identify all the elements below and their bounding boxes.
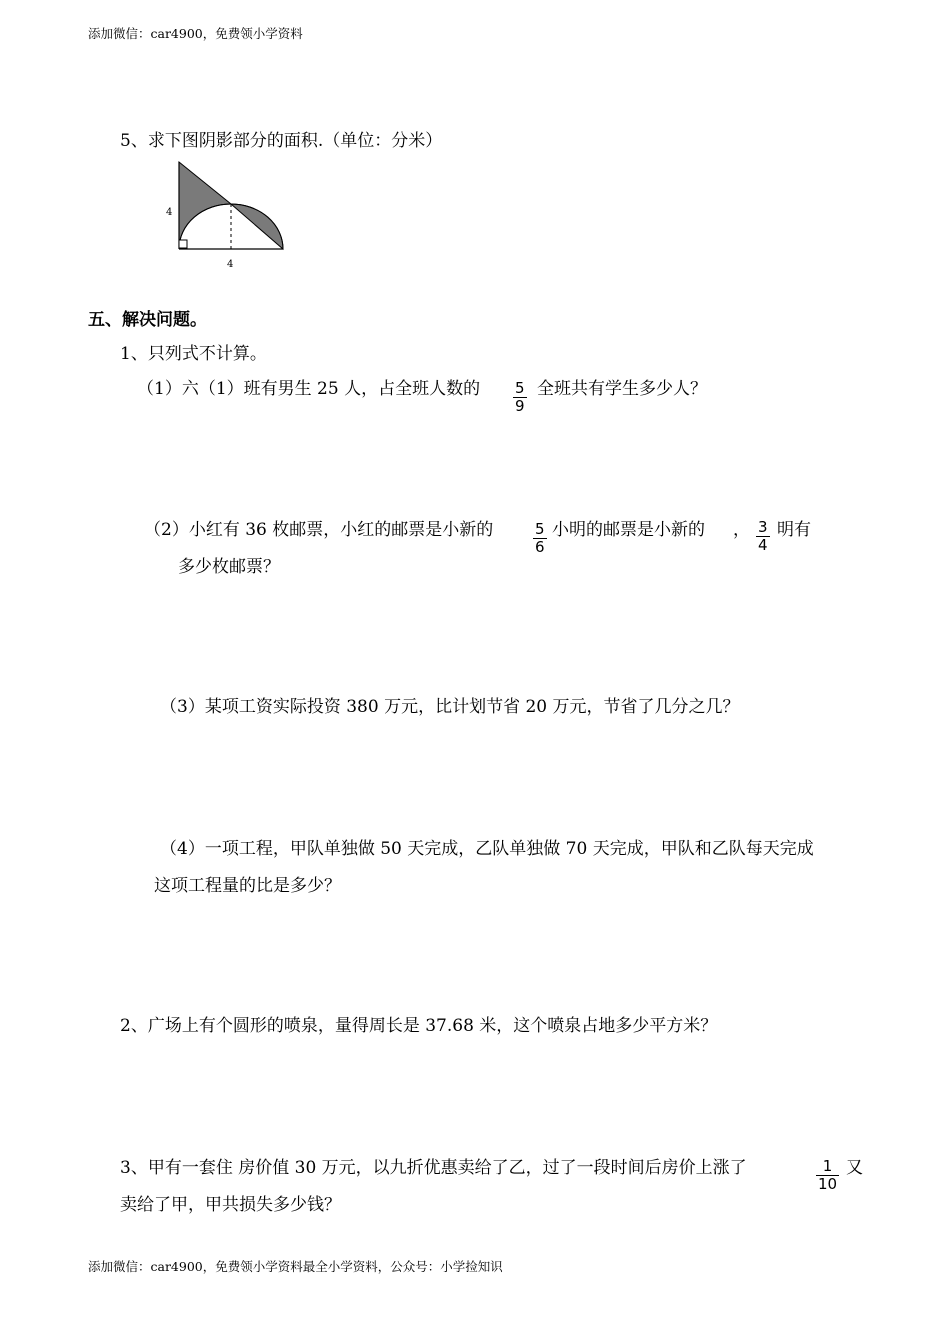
section-title: 五、解决问题。 [88, 310, 207, 330]
fraction-denominator: 10 [818, 1175, 838, 1193]
sub-question-3-tail: 又 [846, 1158, 863, 1178]
fraction-5-9 [513, 380, 527, 415]
sub-question-1-title: 1、只列式不计算。 [120, 344, 267, 364]
problem-2-line2: 多少枚邮票？ [178, 557, 280, 577]
fraction-numerator: 5 [535, 520, 545, 538]
fraction-3-4 [756, 519, 770, 554]
question-5-text: 5、求下图阴影部分的面积.（单位：分米） [120, 131, 443, 151]
left-side-label: 4 [166, 207, 173, 218]
problem-2-middle: 小明的邮票是小新的 [552, 520, 705, 540]
sub-question-2-text: 2、广场上有个圆形的喷泉，量得周长是 37.68 米，这个喷泉占地多少平方米？ [120, 1016, 718, 1036]
right-angle-mark [179, 240, 187, 248]
fraction-numerator: 5 [515, 379, 525, 397]
right-shaded-region [231, 204, 283, 249]
problem-1-text: （1）六（1）班有男生 25 人，占全班人数的 [137, 379, 481, 399]
page-footer: 添加微信：car4900，免费领小学资料最全小学资料，公众号：小学捡知识 [88, 1259, 503, 1274]
left-shaded-region [179, 162, 231, 249]
problem-4-line1: （4）一项工程，甲队单独做 50 天完成，乙队单独做 70 天完成，甲队和乙队每天完成 [160, 839, 814, 859]
shaded-area-figure [160, 155, 300, 275]
sub-question-3-line2: 卖给了甲，甲共损失多少钱？ [120, 1195, 341, 1215]
fraction-numerator: 3 [758, 518, 768, 536]
geometry-diagram [160, 155, 300, 275]
fraction-denominator: 4 [758, 536, 768, 554]
fraction-denominator: 9 [515, 397, 525, 415]
problem-4-line2: 这项工程量的比是多少？ [154, 876, 341, 896]
bottom-side-label: 4 [227, 259, 234, 270]
problem-2-text: （2）小红有 36 枚邮票，小红的邮票是小新的 [144, 520, 494, 540]
problem-3-text: （3）某项工资实际投资 380 万元，比计划节省 20 万元，节省了几分之几？ [160, 697, 740, 717]
fraction-numerator: 1 [822, 1157, 833, 1175]
problem-2-tail: 明有 [777, 520, 811, 540]
sub-question-3-line1: 3、甲有一套住 房价值 30 万元，以九折优惠卖给了乙，过了一段时间后房价上涨了 [120, 1158, 747, 1178]
fraction-denominator: 6 [535, 538, 545, 556]
problem-2-comma: ， [733, 520, 750, 540]
page-header: 添加微信：car4900，免费领小学资料 [88, 26, 303, 41]
problem-1-question: 全班共有学生多少人？ [537, 379, 707, 399]
fraction-5-6 [533, 521, 547, 556]
fraction-1-10 [816, 1158, 839, 1193]
